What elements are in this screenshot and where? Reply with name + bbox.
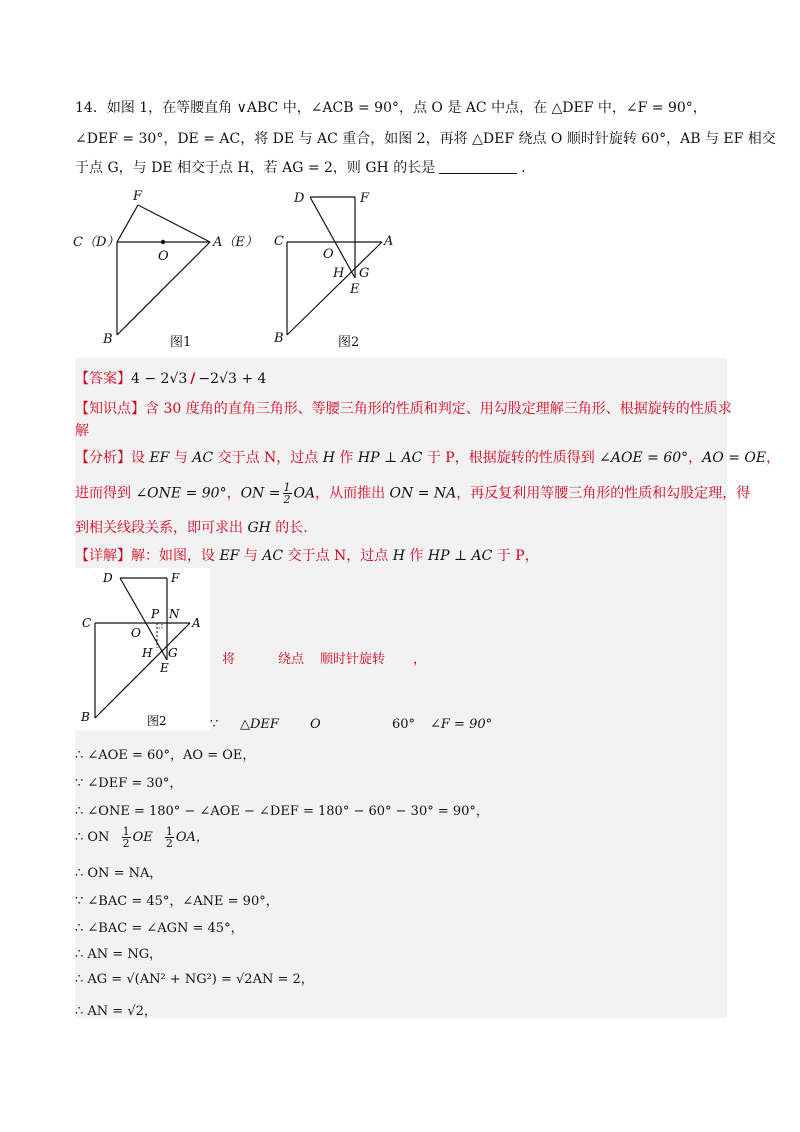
analysis-line-2 bbox=[75, 482, 750, 505]
label-p: P bbox=[151, 607, 160, 621]
math-ac: AC bbox=[262, 548, 284, 564]
text-shunshi: 顺时针旋转 bbox=[320, 652, 386, 667]
math-hp-perp-ac: HP ⊥ AC bbox=[427, 548, 493, 564]
math-ac: AC bbox=[192, 450, 214, 466]
since-symbol: ∵ bbox=[210, 717, 219, 732]
math-60deg: 60° bbox=[392, 717, 416, 732]
detail-text: 解：如图，设 bbox=[131, 548, 220, 564]
analysis-text: 设 bbox=[131, 450, 150, 466]
text-comma: ， bbox=[413, 652, 427, 667]
analysis-line-3 bbox=[75, 517, 308, 537]
detail-text: 作 bbox=[404, 548, 428, 564]
fraction-denominator: 2 bbox=[122, 837, 130, 850]
figure-3-caption: 图2 bbox=[147, 714, 167, 728]
label-e: E bbox=[160, 661, 169, 675]
fraction-half bbox=[283, 482, 292, 505]
knowledge-tag: 【知识点】 bbox=[75, 401, 145, 417]
label-f: F bbox=[360, 191, 370, 206]
math-h: H bbox=[322, 450, 335, 466]
label-b: B bbox=[81, 710, 90, 724]
analysis-text: 到相关线段关系，即可求出 bbox=[75, 520, 248, 536]
detail-line-1 bbox=[75, 545, 539, 565]
step-2: ∵ ∠DEF = 30°， bbox=[75, 776, 183, 791]
question-line-3-end: . bbox=[521, 160, 526, 176]
math-oa: OA， bbox=[175, 830, 209, 845]
step-9: ∴ AG = √(AN² + NG²) = √2AN = 2， bbox=[75, 972, 314, 987]
analysis-text: 作 bbox=[334, 450, 358, 466]
label-d: D bbox=[103, 571, 113, 585]
label-c: C bbox=[274, 234, 284, 249]
analysis-line-1 bbox=[75, 447, 780, 467]
math-o: O bbox=[310, 717, 321, 732]
figure-2 bbox=[270, 180, 410, 355]
fraction-half bbox=[165, 826, 174, 849]
figure-1 bbox=[70, 180, 270, 355]
math-gh: GH bbox=[247, 520, 271, 536]
analysis-text: ， bbox=[226, 485, 241, 502]
label-o: O bbox=[323, 247, 334, 262]
math-angle-f: ∠F = 90° bbox=[430, 717, 493, 732]
analysis-text: 交于点 N，过点 bbox=[213, 450, 323, 466]
label-f: F bbox=[171, 571, 180, 585]
step-4 bbox=[75, 826, 209, 849]
math-oe: OE bbox=[132, 830, 153, 845]
label-h: H bbox=[333, 266, 345, 281]
fraction-denominator: 2 bbox=[283, 493, 291, 506]
math-on-na: ON = NA bbox=[389, 485, 457, 502]
label-a: A bbox=[384, 234, 394, 249]
analysis-text: 进而得到 bbox=[75, 485, 136, 502]
label-g: G bbox=[359, 266, 370, 281]
math-triangle-def: △DEF bbox=[240, 717, 279, 732]
math-ef: EF bbox=[149, 450, 170, 466]
math-on: ON = bbox=[240, 485, 281, 502]
detail-text: 于 P， bbox=[492, 548, 539, 564]
detail-text: 交于点 N，过点 bbox=[283, 548, 393, 564]
answer-value-a: 4 − 2√3 bbox=[131, 371, 188, 387]
question-line-3-text: 于点 G，与 DE 相交于点 H，若 AG = 2，则 GH 的长是 bbox=[75, 160, 436, 176]
analysis-text: 于 P，根据旋转的性质得到 bbox=[422, 450, 600, 466]
label-h: H bbox=[142, 646, 153, 660]
label-e: E bbox=[350, 282, 360, 297]
step-4-start: ∴ ON bbox=[75, 830, 110, 845]
text-raodian: 绕点 bbox=[278, 652, 305, 667]
knowledge-line-2: 解 bbox=[75, 423, 89, 439]
answer-value-b: −2√3 + 4 bbox=[198, 371, 267, 387]
step-6: ∵ ∠BAC = 45°，∠ANE = 90°， bbox=[75, 894, 279, 909]
label-o: O bbox=[131, 626, 141, 640]
analysis-text: 与 bbox=[169, 450, 193, 466]
math-angle-one: ∠ONE = 90° bbox=[135, 485, 227, 502]
answer-line bbox=[75, 368, 266, 388]
math-oa: OA bbox=[293, 485, 316, 502]
label-n: N bbox=[169, 607, 180, 621]
question-line-2: ∠DEF = 30°，DE = AC，将 DE 与 AC 重合，如图 2，再将 △DEF 绕点 O 顺时针旋转 60°，AB 与 EF 相交 bbox=[75, 131, 776, 147]
label-c: C bbox=[82, 616, 92, 630]
label-f: F bbox=[133, 189, 143, 204]
analysis-tag: 【分析】 bbox=[75, 450, 131, 466]
figure-2-caption: 图2 bbox=[338, 335, 360, 350]
knowledge-text-1: 含 30 度角的直角三角形、等腰三角形的性质和判定、用勾股定理解三角形、根据旋转的性质求 bbox=[145, 401, 732, 417]
fraction-denominator: 2 bbox=[165, 837, 173, 850]
answer-blank bbox=[439, 159, 517, 174]
math-ao-oe: AO = OE bbox=[702, 450, 767, 466]
step-8: ∴ AN = NG， bbox=[75, 947, 163, 962]
label-b: B bbox=[274, 331, 284, 346]
fraction-half bbox=[122, 826, 131, 849]
label-b: B bbox=[103, 332, 113, 347]
step-10: ∴ AN = √2， bbox=[75, 1004, 157, 1019]
question-line-1: 14．如图 1，在等腰直角 ∨ABC 中，∠ACB = 90°，点 O 是 AC 中点，在 △DEF 中，∠F = 90°， bbox=[75, 100, 707, 116]
analysis-text: ，再反复利用等腰三角形的性质和勾股定理，得 bbox=[456, 485, 751, 502]
point-o-dot bbox=[161, 240, 165, 244]
figure-3-box bbox=[75, 568, 210, 730]
answer-tag: 【答案】 bbox=[75, 371, 131, 387]
question-line-3 bbox=[75, 157, 526, 177]
fraction-numerator: 1 bbox=[165, 825, 173, 838]
label-d: D bbox=[294, 191, 305, 206]
math-angle-aoe: ∠AOE = 60° bbox=[599, 450, 689, 466]
figure-1-caption: 图1 bbox=[170, 335, 192, 350]
label-c-d: C（D） bbox=[73, 235, 120, 250]
label-a: A bbox=[192, 616, 201, 630]
detail-text: 与 bbox=[239, 548, 263, 564]
step-7: ∴ ∠BAC = ∠AGN = 45°， bbox=[75, 921, 244, 936]
analysis-text: ， bbox=[766, 450, 781, 466]
detail-tag: 【详解】 bbox=[75, 548, 131, 564]
step-1: ∴ ∠AOE = 60°，AO = OE， bbox=[75, 748, 256, 763]
math-ef: EF bbox=[219, 548, 240, 564]
math-h: H bbox=[392, 548, 405, 564]
math-hp-perp-ac: HP ⊥ AC bbox=[357, 450, 423, 466]
knowledge-line-1 bbox=[75, 398, 732, 418]
text-jiang: 将 bbox=[222, 652, 236, 667]
figure-3 bbox=[75, 568, 210, 730]
step-5: ∴ ON = NA， bbox=[75, 866, 163, 881]
analysis-text: ， bbox=[688, 450, 703, 466]
step-3: ∴ ∠ONE = 180° − ∠AOE − ∠DEF = 180° − 60° − 30° = 90°， bbox=[75, 804, 489, 819]
analysis-text: ，从而推出 bbox=[315, 485, 390, 502]
answer-separator: / bbox=[190, 371, 196, 387]
analysis-text: 的长. bbox=[270, 520, 308, 536]
label-g: G bbox=[168, 646, 178, 660]
label-o: O bbox=[158, 249, 169, 264]
fraction-numerator: 1 bbox=[122, 825, 130, 838]
fraction-numerator: 1 bbox=[283, 481, 291, 494]
label-a-e: A（E） bbox=[213, 235, 258, 250]
